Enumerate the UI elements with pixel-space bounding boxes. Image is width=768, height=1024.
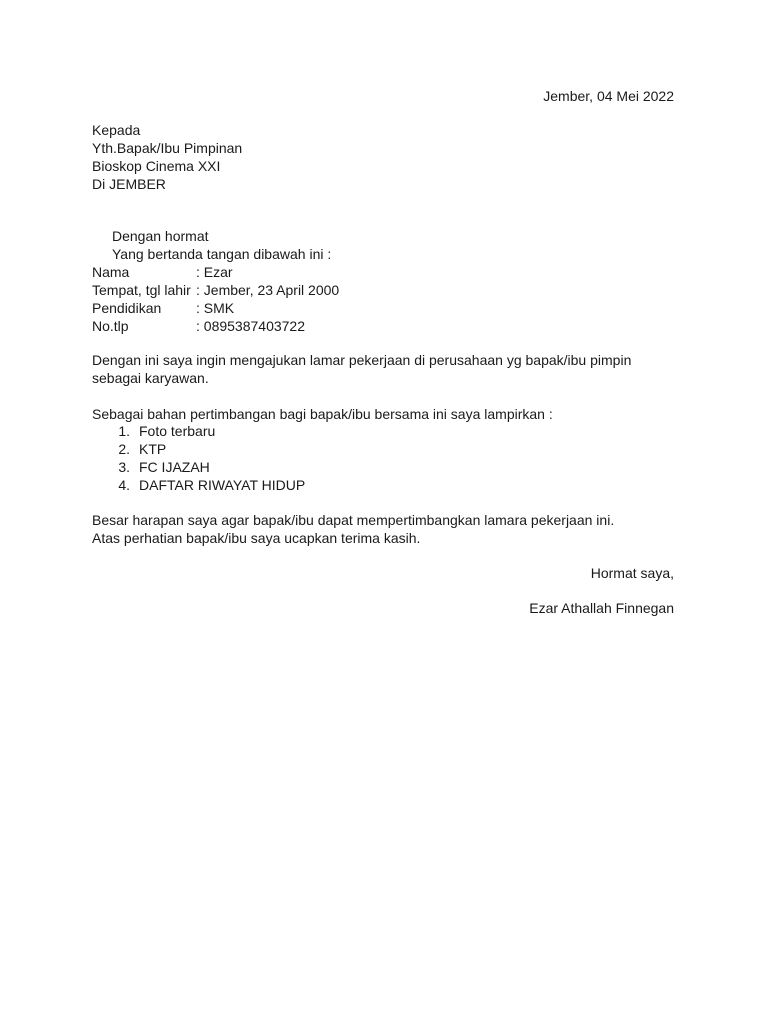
attachments-intro: Sebagai bahan pertimbangan bagi bapak/ibu bersama ini saya lampirkan : xyxy=(92,406,553,422)
attachment-item: Foto terbaru xyxy=(139,423,216,439)
field-label-phone: No.tlp xyxy=(92,318,129,334)
attachment-item: KTP xyxy=(139,441,167,457)
field-label-nama: Nama xyxy=(92,264,130,280)
sign-off: Hormat saya, xyxy=(590,565,674,581)
recipient-line: Bioskop Cinema XXI xyxy=(92,158,221,174)
body-paragraph-line: sebagai karyawan. xyxy=(92,370,209,386)
signature-name: Ezar Athallah Finnegan xyxy=(529,600,674,616)
attachment-item: DAFTAR RIWAYAT HIDUP xyxy=(139,477,306,493)
intro-text: Yang bertanda tangan dibawah ini : xyxy=(112,246,332,262)
field-value-education: : SMK xyxy=(196,300,235,316)
field-label-birth: Tempat, tgl lahir xyxy=(92,282,191,298)
recipient-line: Yth.Bapak/Ibu Pimpinan xyxy=(92,140,243,156)
field-value-phone: : 0895387403722 xyxy=(196,318,305,334)
attachment-number: 2. xyxy=(118,441,130,457)
field-value-nama: : Ezar xyxy=(196,264,233,280)
recipient-line: Di JEMBER xyxy=(92,176,166,192)
field-value-birth: : Jember, 23 April 2000 xyxy=(196,282,340,298)
attachment-item: FC IJAZAH xyxy=(139,459,210,475)
field-label-education: Pendidikan xyxy=(92,300,162,316)
attachment-number: 3. xyxy=(118,459,130,475)
greeting: Dengan hormat xyxy=(112,228,209,244)
closing-line: Besar harapan saya agar bapak/ibu dapat mempertimbangkan lamara pekerjaan ini. xyxy=(92,512,615,528)
letter-date: Jember, 04 Mei 2022 xyxy=(543,88,674,104)
attachment-number: 1. xyxy=(118,423,130,439)
recipient-line: Kepada xyxy=(92,122,141,138)
closing-line: Atas perhatian bapak/ibu saya ucapkan terima kasih. xyxy=(92,530,421,546)
body-paragraph-line: Dengan ini saya ingin mengajukan lamar pekerjaan di perusahaan yg bapak/ibu pimpin xyxy=(92,352,632,368)
attachment-number: 4. xyxy=(118,477,130,493)
